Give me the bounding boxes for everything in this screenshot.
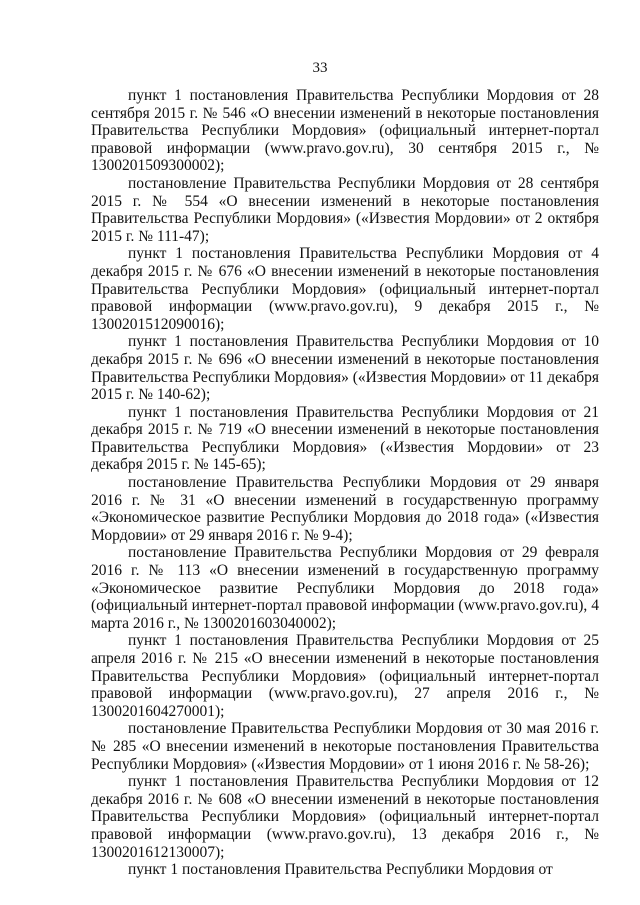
list-item: постановление Правительства Республики Мордовия от 29 января 2016 г. № 31 «О внесении изменений в государственную программу «Экономическое развитие Республики Мордовия до 2018 года» («Известия Мордовии» от 29 января 2016 г. № 9-4);: [91, 474, 599, 544]
list-item: постановление Правительства Республики Мордовия от 30 мая 2016 г. № 285 «О внесении изменений в некоторые постановления Правительства Республики Мордовия» («Известия Мордовии» от 1 июня 2016 г. № 58-26);: [91, 720, 599, 773]
page-number: 33: [312, 60, 328, 76]
document-body: [91, 87, 599, 879]
list-item: пункт 1 постановления Правительства Республики Мордовия от 12 декабря 2016 г. № 608 «О внесении изменений в некоторые постановления Правительства Республики Мордовия» (официальный интернет-портал правовой информации (www.pravo.gov.ru), 13 декабря 2016 г., № 1300201612130007);: [91, 773, 599, 861]
list-item: постановление Правительства Республики Мордовия от 28 сентября 2015 г. № 554 «О внесении изменений в некоторые постановления Правительства Республики Мордовия» («Известия Мордовии» от 2 октября 2015 г. № 111-47);: [91, 174, 599, 245]
list-item: постановление Правительства Республики Мордовия от 29 февраля 2016 г. № 113 «О внесении изменений в государственную программу «Экономическое развитие Республики Мордовия до 2018 года» (официальный интернет-портал правовой информации (www.pravo.gov.ru), 4 марта 2016 г., № 1300201603040002);: [91, 544, 599, 632]
list-item: пункт 1 постановления Правительства Республики Мордовия от 4 декабря 2015 г. № 676 «О внесении изменений в некоторые постановления Правительства Республики Мордовия» (официальный интернет-портал правовой информации (www.pravo.gov.ru), 9 декабря 2015 г., № 1300201512090016);: [91, 245, 599, 333]
list-item: пункт 1 постановления Правительства Республики Мордовия от: [128, 861, 553, 879]
list-item: пункт 1 постановления Правительства Республики Мордовия от 10 декабря 2015 г. № 696 «О внесении изменений в некоторые постановления Правительства Республики Мордовия» («Известия Мордовии» от 11 декабря 2015 г. № 140-62);: [91, 333, 599, 404]
list-item: пункт 1 постановления Правительства Республики Мордовия от 21 декабря 2015 г. № 719 «О внесении изменений в некоторые постановления Правительства Республики Мордовия» («Известия Мордовии» от 23 декабря 2015 г. № 145-65);: [91, 403, 599, 474]
list-item: пункт 1 постановления Правительства Республики Мордовия от 28 сентября 2015 г. № 546 «О внесении изменений в некоторые постановления Правительства Республики Мордовия» (официальный интернет-портал правовой информации (www.pravo.gov.ru), 30 сентября 2015 г., № 1300201509300002);: [91, 87, 599, 175]
list-item: пункт 1 постановления Правительства Республики Мордовия от 25 апреля 2016 г. № 215 «О внесении изменений в некоторые постановления Правительства Республики Мордовия» (официальный интернет-портал правовой информации (www.pravo.gov.ru), 27 апреля 2016 г., № 1300201604270001);: [91, 632, 599, 720]
